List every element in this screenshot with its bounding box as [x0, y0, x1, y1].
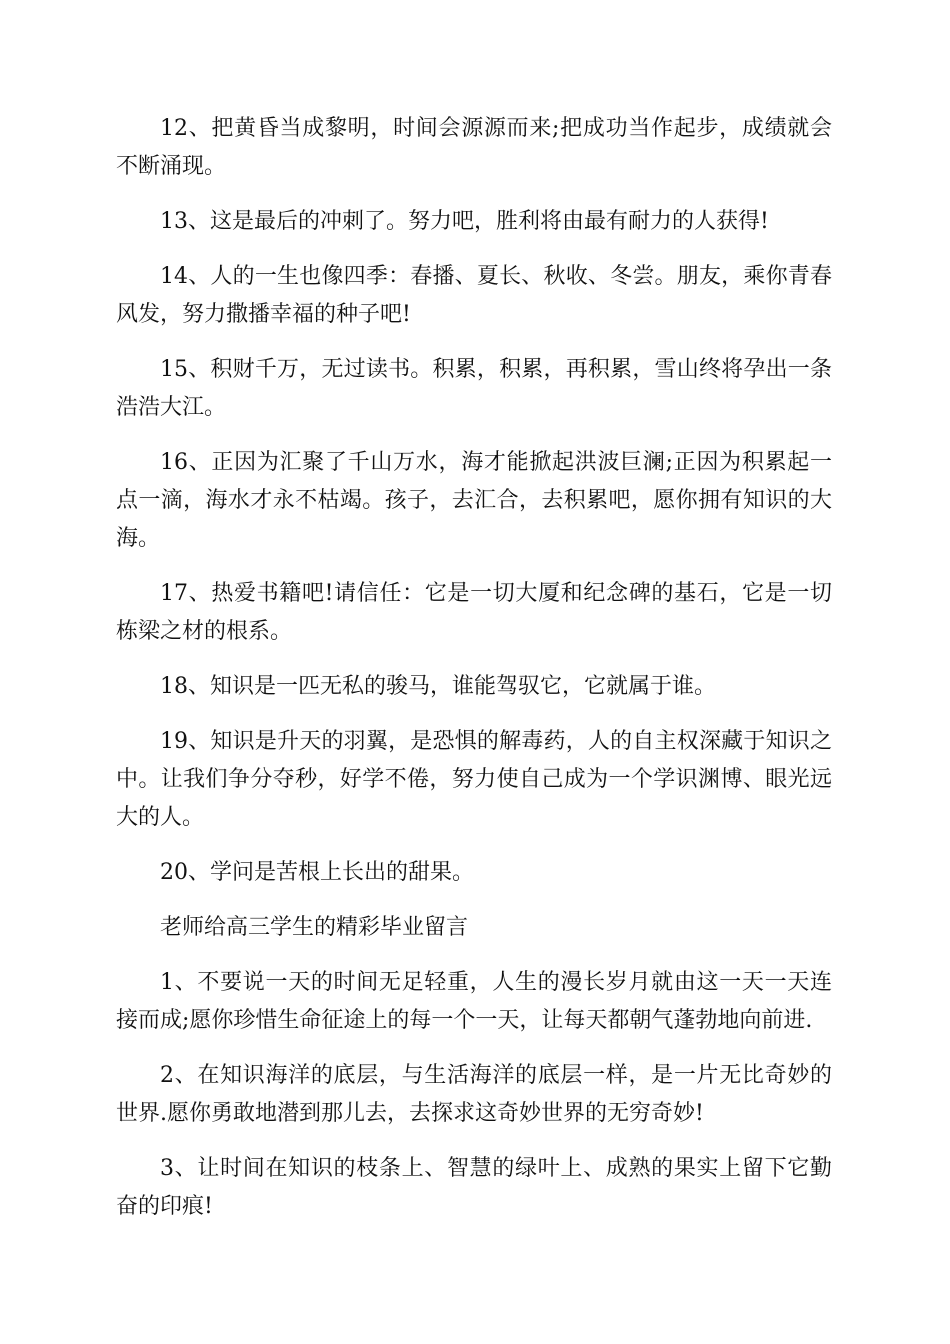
- message-1: 1、不要说一天的时间无足轻重，人生的漫长岁月就由这一天一天连接而成;愿你珍惜生命征途上的每一个一天，让每天都朝气蓬勃地向前进.: [116, 970, 832, 1033]
- paragraph-20: 20、学问是苦根上长出的甜果。: [160, 860, 474, 885]
- paragraph-16: 16、正因为汇聚了千山万水，海才能掀起洪波巨澜;正因为积累起一点一滴，海水才永不枯竭。孩子，去汇合，去积累吧，愿你拥有知识的大海。: [116, 450, 832, 551]
- message-2: 2、在知识海洋的底层，与生活海洋的底层一样，是一片无比奇妙的世界.愿你勇敢地潜到那儿去，去探求这奇妙世界的无穷奇妙!: [116, 1063, 832, 1126]
- message-3: 3、让时间在知识的枝条上、智慧的绿叶上、成熟的果实上留下它勤奋的印痕!: [116, 1156, 832, 1219]
- paragraph-17: 17、热爱书籍吧!请信任：它是一切大厦和纪念碑的基石，它是一切栋梁之材的根系。: [116, 581, 832, 644]
- paragraph-19: 19、知识是升天的羽翼，是恐惧的解毒药，人的自主权深藏于知识之中。让我们争分夺秒，好学不倦，努力使自己成为一个学识渊博、眼光远大的人。: [116, 729, 832, 830]
- paragraph-14: 14、人的一生也像四季：春播、夏长、秋收、冬尝。朋友，乘你青春风发，努力撒播幸福的种子吧!: [116, 264, 832, 327]
- document-body: [116, 110, 832, 1243]
- paragraph-13: 13、这是最后的冲刺了。努力吧，胜利将由最有耐力的人获得!: [160, 209, 769, 234]
- paragraph-18: 18、知识是一匹无私的骏马，谁能驾驭它，它就属于谁。: [160, 674, 716, 699]
- section-heading: 老师给高三学生的精彩毕业留言: [160, 915, 469, 940]
- paragraph-15: 15、积财千万，无过读书。积累，积累，再积累，雪山终将孕出一条浩浩大江。: [116, 357, 832, 420]
- paragraph-12: 12、把黄昏当成黎明，时间会源源而来;把成功当作起步，成绩就会不断涌现。: [116, 116, 832, 179]
